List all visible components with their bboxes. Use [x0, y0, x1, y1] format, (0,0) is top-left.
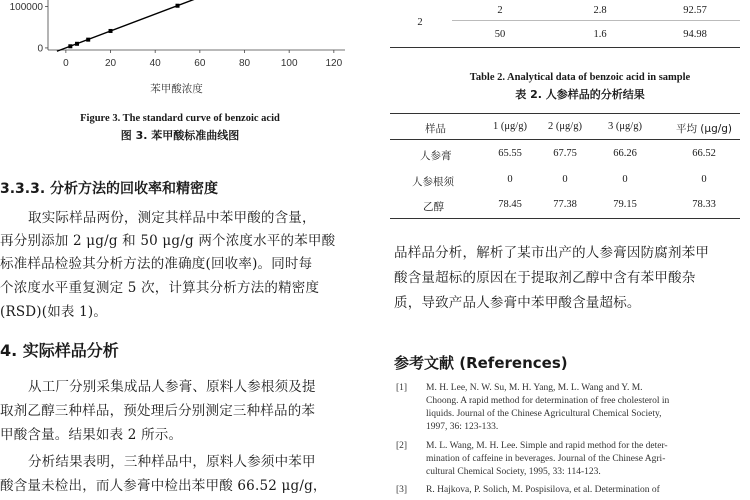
table2-title-zh: 表 2. 人参样品的分析结果: [515, 88, 645, 101]
reference-number: [3]: [396, 485, 408, 495]
table-top-rule: [390, 113, 740, 114]
figure-caption-zh: 图 3. 苯甲酸标准曲线图: [120, 129, 240, 142]
paragraph-line: 酸含量未检出，而人参膏中检出苯甲酸 66.52 μg/g，: [0, 478, 327, 494]
data-point: [86, 38, 90, 42]
table-cell: 人参根须: [412, 176, 454, 188]
table-cell: 0: [622, 174, 628, 185]
data-point: [109, 29, 113, 33]
paragraph-line: 再分别添加 2 μg/g 和 50 μg/g 两个浓度水平的苯甲酸: [0, 233, 336, 249]
reference-line: 1997, 36: 123-133.: [426, 422, 499, 432]
x-tick-label: 80: [238, 58, 251, 69]
paragraph-line: 从工厂分别采集成品人参膏、原料人参根须及提: [28, 379, 316, 395]
table-header: 2 (μg/g): [548, 121, 582, 132]
section-333-heading: 3.3.3. 分析方法的回收率和精密度: [0, 181, 219, 197]
table-cell: 人参膏: [420, 150, 452, 162]
paragraph-line: (RSD)(如表 1)。: [0, 304, 108, 320]
table-cell: 79.15: [613, 199, 637, 210]
table-cell: 0: [507, 174, 513, 185]
paragraph-line: 质，导致产品人参膏中苯甲酸含量超标。: [394, 295, 641, 311]
paragraph-line: 品样品分析，解析了某市出产的人参膏因防腐剂苯甲: [394, 245, 710, 261]
table-cell: 67.75: [553, 148, 577, 159]
paragraph-line: 分析结果表明，三种样品中，原料人参须中苯甲: [28, 454, 316, 470]
fit-line: [57, 0, 222, 51]
reference-line: M. H. Lee, N. W. Su, M. H. Yang, M. L. Wang and Y. M.: [426, 383, 643, 393]
table-header: 1 (μg/g): [493, 121, 527, 132]
standard-curve-chart: [0, 0, 380, 110]
table-cell: 乙醇: [423, 201, 444, 213]
table-bottom-rule: [390, 47, 740, 48]
x-tick-label: 100: [280, 58, 298, 69]
table-cell: 92.57: [683, 5, 707, 16]
table-cell: 0: [701, 174, 707, 185]
table-cell: 1.6: [593, 29, 607, 40]
table-cell: 65.55: [498, 148, 522, 159]
x-tick-label: 20: [104, 58, 117, 69]
table-header: 3 (μg/g): [608, 121, 642, 132]
paragraph-line: 甲酸含量。结果如表 2 所示。: [0, 427, 183, 443]
x-tick-label: 40: [149, 58, 161, 69]
table-cell: 78.45: [498, 199, 522, 210]
x-tick-label: 120: [325, 58, 343, 69]
paragraph-line: 个浓度水平重复测定 5 次，计算其分析方法的精密度: [0, 280, 320, 296]
reference-line: Choong. A rapid method for determination of free cholesterol in: [426, 396, 670, 406]
data-point: [75, 42, 79, 46]
table-header-sample: 样品: [425, 123, 446, 135]
reference-number: [2]: [396, 441, 408, 451]
x-tick-label: 0: [63, 58, 69, 69]
figure-caption-en: Figure 3. The standard curve of benzoic acid: [80, 113, 280, 124]
paragraph-line: 酸含量超标的原因在于提取剂乙醇中含有苯甲酸杂: [394, 270, 696, 286]
table-header-rule: [390, 139, 740, 140]
reference-line: liquids. Journal of the Chinese Agricultural Chemical Society,: [426, 409, 662, 419]
table-cell: 66.26: [613, 148, 637, 159]
data-point: [68, 44, 72, 48]
reference-line: mination of caffeine in beverages. Journal of the Chinese Agri-: [426, 454, 666, 464]
x-axis-label: 苯甲酸浓度: [150, 83, 203, 95]
y-tick-label: 100000: [9, 2, 43, 14]
paragraph-line: 取剂乙醇三种样品，预处理后分别测定三种样品的苯: [0, 403, 316, 419]
reference-line: cultural Chemical Society, 1995, 33: 114-123.: [426, 467, 601, 477]
y-tick-label: 0: [37, 43, 43, 55]
references-heading: 参考文献 (References): [394, 354, 568, 372]
data-point: [176, 4, 180, 8]
table-cell: 2.8: [593, 5, 607, 16]
x-tick-label: 60: [194, 58, 206, 69]
table2-title-en: Table 2. Analytical data of benzoic acid in sample: [469, 72, 691, 83]
table-cell: 66.52: [692, 148, 716, 159]
table-cell: 2: [417, 17, 423, 28]
table-cell: 77.38: [553, 199, 577, 210]
paragraph-line: 取实际样品两份，测定其样品中苯甲酸的含量，: [28, 210, 316, 226]
section-4-heading: 4. 实际样品分析: [0, 341, 119, 360]
reference-line: M. L. Wang, M. H. Lee. Simple and rapid method for the deter-: [426, 441, 668, 451]
table-bottom-rule: [390, 218, 740, 219]
table-cell: 78.33: [692, 199, 716, 210]
table-cell: 2: [497, 5, 503, 16]
table-cell: 94.98: [683, 29, 707, 40]
table-divider: [452, 20, 740, 21]
table-header: 平均 (μg/g): [675, 123, 733, 135]
reference-line: R. Hajkova, P. Solich, M. Pospisilova, et al. Determination of: [426, 485, 660, 495]
table-cell: 0: [562, 174, 568, 185]
paragraph-line: 标准样品检验其分析方法的准确度(回收率)。同时每: [0, 256, 313, 272]
reference-number: [1]: [396, 383, 408, 393]
table-cell: 50: [494, 29, 506, 40]
